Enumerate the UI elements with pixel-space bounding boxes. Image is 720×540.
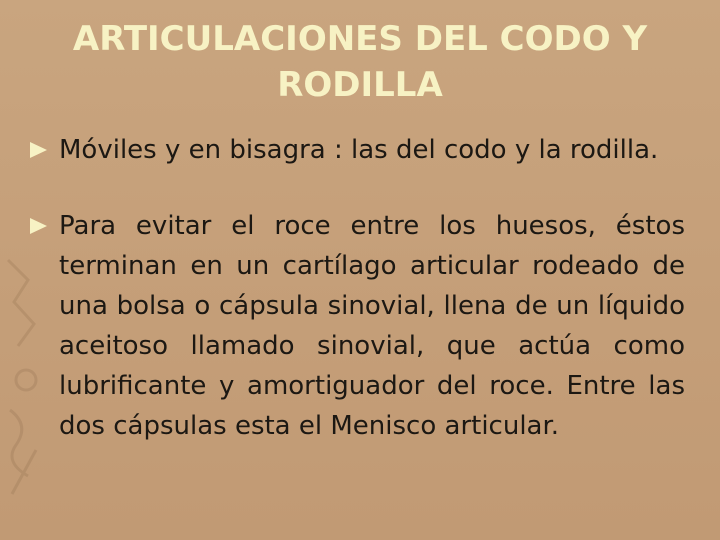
bullet-item (30, 206, 685, 446)
bullet-list (30, 130, 685, 446)
bullet-item (30, 130, 685, 170)
triangle-right-icon (30, 142, 47, 158)
bullet-text: Móviles y en bisagra : las del codo y la rodilla. (59, 135, 659, 165)
bullet-text: Para evitar el roce entre los huesos, éstos terminan en un cartílago articular rodeado de una bolsa o cápsula sinovial, llena de un líquido aceitoso llamado sinovial, que actúa como lubrificante y amortiguador del roce. Entre las dos cápsulas esta el Menisco articular. (59, 211, 685, 441)
slide-title: ARTICULACIONES DEL CODO Y RODILLA (72, 19, 648, 105)
triangle-right-icon (30, 218, 47, 234)
